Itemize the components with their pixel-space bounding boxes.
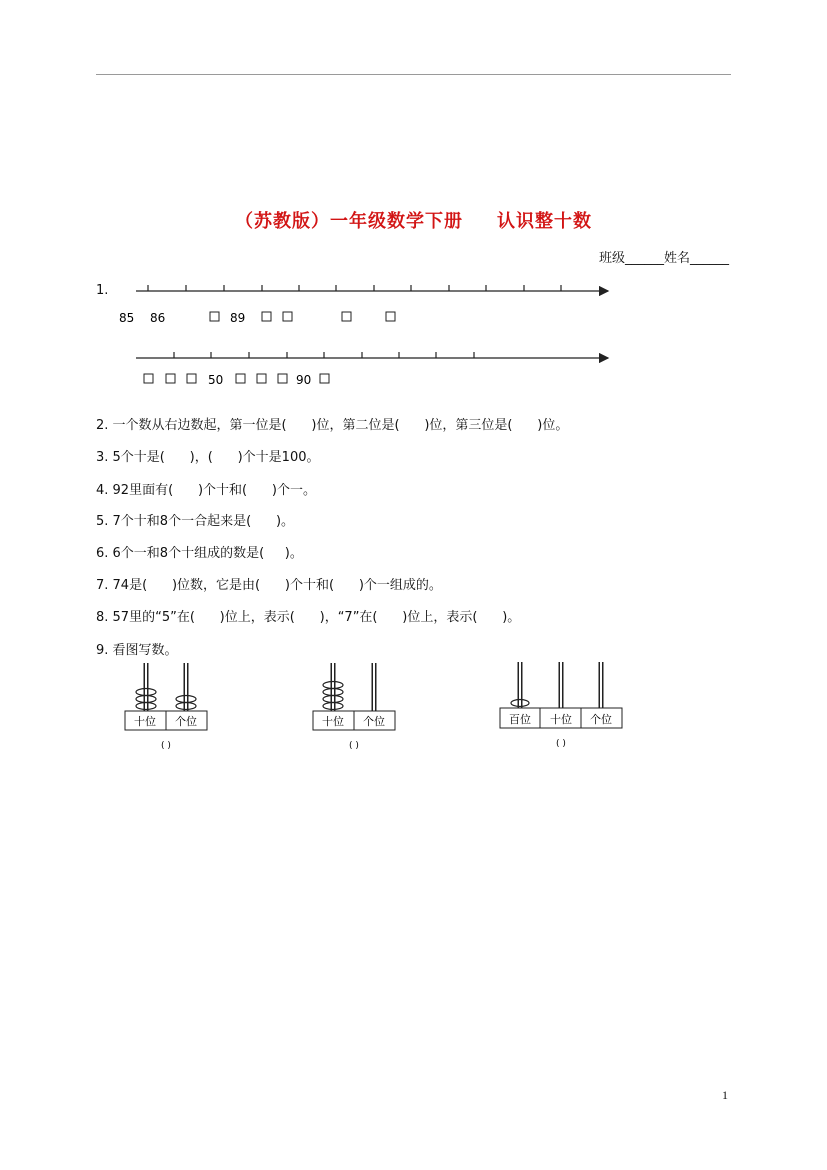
abacus-1 <box>124 660 214 755</box>
q1-number: 1. <box>96 283 109 298</box>
number-line-1-ticks <box>148 285 561 291</box>
answer-box <box>283 312 292 321</box>
answer-blank: ( ) <box>349 741 359 751</box>
label-hundreds: 百位 <box>509 713 531 726</box>
nl2-label-50: 50 <box>208 373 224 386</box>
header-rule <box>96 74 731 75</box>
nl2-label-90: 90 <box>296 373 312 386</box>
nl1-label-85: 85 <box>119 311 135 325</box>
question-9: 9. 看图写数。 <box>96 643 178 658</box>
answer-box <box>236 374 245 383</box>
label-tens: 十位 <box>322 715 344 728</box>
answer-box <box>262 312 271 321</box>
label-tens: 十位 <box>134 715 156 728</box>
worksheet-title <box>0 207 827 233</box>
answer-box <box>278 374 287 383</box>
abacus-3 <box>499 658 625 753</box>
number-lines <box>96 276 626 386</box>
answer-box <box>166 374 175 383</box>
label-ones: 个位 <box>363 715 385 728</box>
page-number: 1 <box>722 1088 728 1102</box>
answer-blank: ( ) <box>556 739 566 749</box>
class-name-field[interactable]: 班级______姓名______ <box>598 251 729 266</box>
number-line-2-ticks <box>174 352 474 358</box>
title-topic: 认识整十数 <box>497 211 592 232</box>
label-ones: 个位 <box>590 713 612 726</box>
answer-box <box>187 374 196 383</box>
answer-box <box>342 312 351 321</box>
nl1-label-86: 86 <box>150 311 166 325</box>
answer-blank: ( ) <box>161 741 171 751</box>
question-8: 8. 57里的“5”在( )位上，表示( )，“7”在( )位上，表示( )。 <box>96 610 521 625</box>
answer-box <box>257 374 266 383</box>
abacus-2 <box>312 660 402 755</box>
label-ones: 个位 <box>175 715 197 728</box>
label-tens: 十位 <box>550 713 572 726</box>
question-4: 4. 92里面有( )个十和( )个一。 <box>96 483 316 498</box>
question-3: 3. 5个十是( )，( )个十是100。 <box>96 450 320 465</box>
nl1-label-89: 89 <box>230 311 246 325</box>
question-6: 6. 6个一和8个十组成的数是( )。 <box>96 546 303 561</box>
answer-box <box>320 374 329 383</box>
question-7: 7. 74是( )位数，它是由( )个十和( )个一组成的。 <box>96 578 442 593</box>
answer-box <box>210 312 219 321</box>
question-5: 5. 7个十和8个一合起来是( )。 <box>96 514 295 529</box>
title-main: （苏教版）一年级数学下册 <box>235 211 463 232</box>
question-2: 2. 一个数从右边数起，第一位是( )位，第二位是( )位，第三位是( )位。 <box>96 418 569 433</box>
answer-box <box>144 374 153 383</box>
answer-box <box>386 312 395 321</box>
